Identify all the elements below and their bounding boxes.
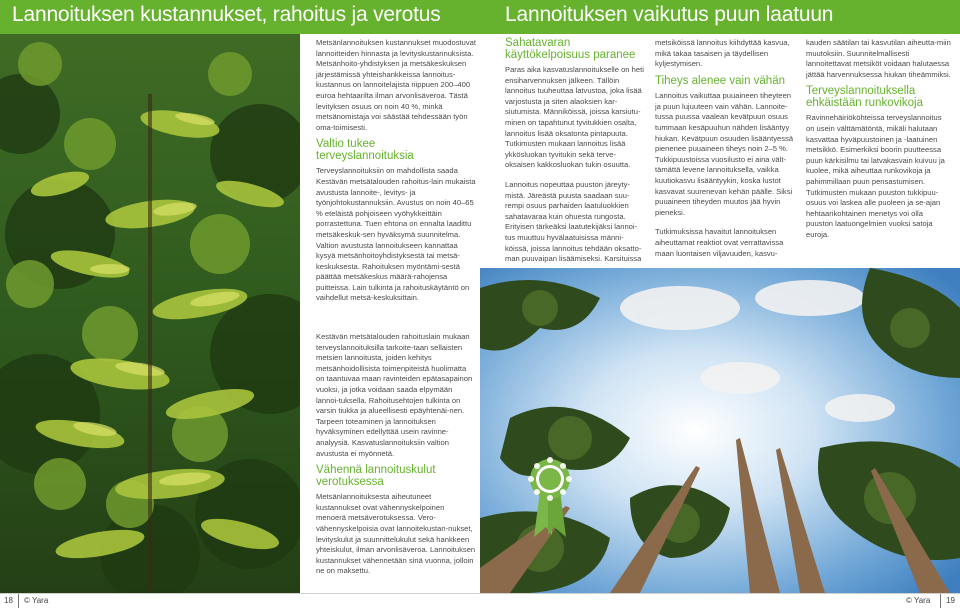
section-heading: Valtio tukee terveyslannoituksia — [316, 138, 414, 162]
text-column-left-top — [316, 38, 476, 304]
body-paragraph: Ravinnehäiriököhteissa terveyslannoitus on usein välttämätöntä, mikäli halutaan kasvattaa hyväpuustoinen ja -laatuinen metsikkö. Esimerkiksi boorin puutteessa puun kärkisilmu tai latvakasvain kuivuu ja kuolee, mikä aiheuttaa runkovikoja ja pahimmillaan puun pensastumisen. Tutkimusten mukaan puuston tukkipuu-osuus voi laskea alle puoleen ja se-ajan hehtaarikohtainen menetys voi olla puuston laatuongelmien vuoksi satoja euroja. — [806, 113, 945, 239]
footer-divider — [940, 594, 941, 608]
intro-paragraph: Kestävän metsätalouden rahoituslain mukaan terveyslannoituksilla tarkoite-taan sellaisten metsien lannoitusta, joiden kehitys metsänhoidollisista toimenpiteistä huolimatta on taantuvaa maan ravinteiden epätasapainon vuoksi, ja jotka voidaan saada elpymään lannoi-tuksella. Rahoitusehtojen tulkinta on varsin tiukka ja alueellisesti epäyhtenäi-nen. Tarpeen toteaminen ja lannoituksen hyväksyminen edellyttää usein ravinne-analyysiä. Kasvatuslannoituksiin valtion avustusta ei myönnetä. — [316, 332, 473, 458]
text-column-right-1 — [505, 38, 645, 265]
conifer-tree-photo — [0, 34, 300, 593]
page-number-right: 19 — [946, 596, 955, 605]
body-paragraph: metsiköissä lannoitus kiihdyttää kasvua, mikä takaa tasaisen ja täydellisen kyljestymisen. — [655, 38, 790, 69]
page-title-right: Lannoituksen vaikutus puun laatuun — [505, 3, 834, 26]
title-bar-left — [0, 0, 480, 34]
page-title-left: Lannoituksen kustannukset, rahoitus ja verotus — [12, 3, 441, 26]
section-heading: Vähennä lannoituskulut verotuksessa — [316, 464, 436, 488]
right-page — [480, 0, 960, 609]
section-heading: Sahatavaran käyttökelpoisuus paranee — [505, 37, 636, 61]
body-paragraph: Terveyslannoituksiin on mahdollista saada Kestävän metsätalouden rahoitus-lain mukaista avustusta lannoite-, levitys- ja työnjohtokustannuksiin. Avustus on noin 40–65 % eteläistä pohjoiseen vyöhykkeittäin porrastettuna. Tuen ehtona on ennalta laadittu metsäkeskuk-sen hyväksymä suunnitelma. Valtion avustusta lannoitukseen kannattaa kysyä metsänhoitoyhdistyksestä tai metsä-keskuksesta. Rahoituksen myöntämi-sestä päättää metsäkeskus määrä-rahojensa puitteissa. Lain tulkinta ja rahoituskäytäntö on vaihdellut metsä-keskuksittain. — [316, 166, 476, 303]
body-paragraph: kauden säätilan tai kasvutilan aiheutta-miin muutoksiin. Suunnitelmallisesti lannoitettavat metsiköt voidaan halutaessa jättää harvennuksessa hiukan tiheämmiksi. — [806, 38, 951, 79]
footer-divider — [18, 594, 19, 608]
rosette-award-icon — [526, 455, 574, 540]
text-column-left-bottom — [316, 332, 476, 577]
footer — [0, 593, 960, 609]
body-paragraph: Lannoitus vaikuttaa puuaineen tiheyteen ja puun lujuuteen vain vähän. Lannoite-tussa puussa vaalean kevätpuun osuus tummaan kesäpuuhun nähden lisääntyy hiukan. Kevätpuun osuuden lisääntyessä pienenee puuaineen tiheys noin 2–5 %. Tukkipuustoissa vuosilusto ei aina vält-tämättä levene lannoituksella, vaikka kuutiokasvu lisääntyykin, koska lustot kasvavat suurenevan kehän päälle. Siksi puuaineen tiheyden muutos jää hyvin pieneksi. — [655, 91, 794, 217]
body-paragraph: Metsänlannoituksesta aiheutuneet kustannukset ovat vähennyskelpoinen menoerä metsäverotuksessa. Vero-vähennyskelpoisia ovat lannoitekustan-nukset, levityskulut ja suunnittelukulut sekä hankkeen yhteiskulut, ilman arvonlisäveroa. Lannoituksen kustannukset vähennetään sinä vuonna, jolloin ne on maksettu. — [316, 492, 476, 576]
footer-rule — [0, 593, 960, 594]
pine-sky-photo — [480, 268, 960, 593]
section-heading: Tiheys alenee vain vähän — [655, 74, 785, 87]
section-heading: Terveyslannoituksella ehkäistään runkovikoja — [806, 85, 923, 109]
text-column-right-3 — [806, 38, 951, 241]
body-paragraph: Tutkimuksissa havaitut lannoituksen aiheuttamat reaktiot ovat verrattavissa maan luontaisen viljavuuden, kasvu- — [655, 227, 784, 258]
brand-right: © Yara — [906, 596, 931, 605]
title-bar-right — [480, 0, 960, 34]
body-paragraph: Lannoitus nopeuttaa puuston järeyty-mistä. Järeästä puusta saadaan suu-rempi osuus parhaiden laatuluokkien sahatavaraa kuin ohuesta rungosta. Erityisen tärkeäksi laatutekijäksi lannoi-tus muuttuu hyvälaatuisissa männi-köissä, joissa lannoitus tehdään oksatto-man puuvaipan lisäämiseksi. Karsituissa — [505, 179, 642, 264]
text-column-right-2 — [655, 38, 795, 259]
body-paragraph: Paras aika kasvatuslannoitukselle on heti ensiharvennuksen jälkeen. Tällöin lannoitus tuuheuttaa latvustoa, joka lisää varjostusta ja siten alaoksien kar-siutumista. Männiköissä, joissa karsiutu-minen on tapahtunut tyvitukkien osalta, lannoitus lisää oksatonta pintapuuta. Tutkimusten mukaan lannoitus lisää ykkösluokan tyvitukin sekä terve-oksaisen kakkosluokan tukin osuutta. — [505, 65, 644, 170]
page-number-left: 18 — [4, 596, 13, 605]
brand-left: © Yara — [24, 596, 49, 605]
intro-paragraph: Metsänlannoituksen kustannukset muodostuvat lannoitteiden hinnasta ja levityskustannuksista. Metsänhoito-yhdistyksen ja metsäkeskuksen järjestämissä yhteishankkeissa lannoitus-kustannus on lannoitelajista riippuen 200–400 euroa hehtaarilta ilman arvonlisäveroa. Tästä levityksen osuus on noin 40 %, minkä metsänomistaja voi säästää tehdessään työn oma-toimisesti. — [316, 38, 476, 132]
